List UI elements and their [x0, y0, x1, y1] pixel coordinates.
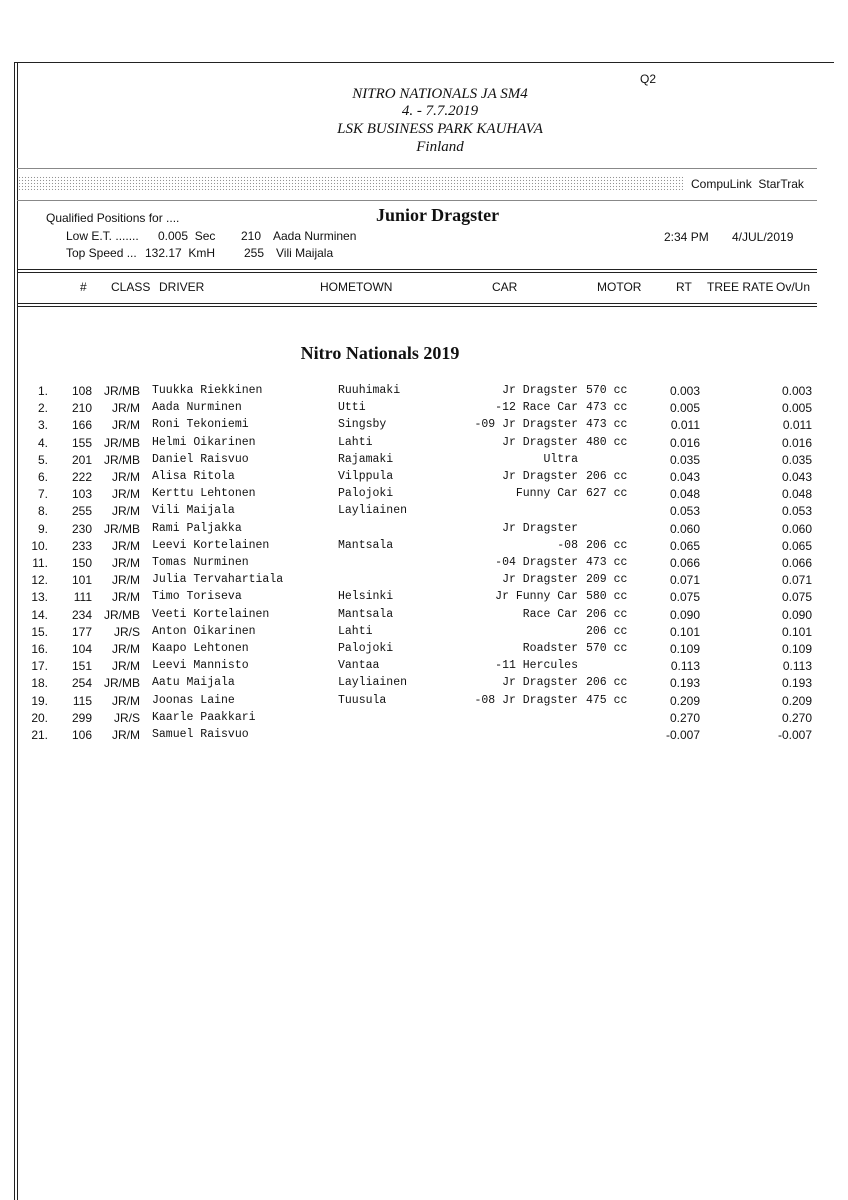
cell-class: JR/M [112, 590, 140, 605]
low-et-label: Low E.T. ....... [66, 229, 139, 243]
table-row [0, 694, 848, 711]
event-title: NITRO NATIONALS JA SM4 [352, 86, 528, 102]
cell-motor: 206 cc [586, 607, 628, 621]
table-row [0, 642, 848, 659]
cell-hometown: Rajamaki [338, 452, 394, 466]
cell-rt: 0.113 [670, 659, 700, 674]
cell-num: 150 [71, 556, 92, 570]
cell-hometown: Mantsala [338, 538, 394, 552]
cell-hometown: Singsby [338, 418, 387, 432]
cell-car: -04 Dragster [495, 556, 578, 569]
cell-class: JR/M [112, 504, 140, 519]
section-title: Nitro Nationals 2019 [300, 343, 460, 363]
col-header-num: # [80, 280, 87, 294]
cell-motor: 570 cc [586, 642, 628, 655]
cell-motor: 473 cc [586, 418, 628, 432]
cell-hometown: Vantaa [338, 659, 380, 673]
cell-ovun: 0.011 [782, 418, 812, 433]
cell-rt: 0.035 [669, 452, 700, 467]
cell-num: 299 [71, 710, 92, 725]
dotted-pattern-band [18, 176, 683, 190]
cell-pos: 13. [31, 590, 48, 605]
top-speed-label: Top Speed ... [66, 246, 137, 260]
cell-ovun: 0.065 [781, 538, 812, 553]
cell-driver: Timo Toriseva [152, 590, 242, 604]
low-et-value: 0.005 Sec [158, 229, 216, 243]
cell-class: JR/M [112, 418, 140, 433]
cell-car: Jr Dragster [502, 521, 578, 535]
cell-pos: 14. [31, 607, 48, 622]
cell-driver: Roni Tekoniemi [152, 418, 249, 432]
cell-car: Jr Dragster [502, 676, 578, 690]
cell-motor: 580 cc [586, 590, 628, 604]
cell-driver: Tomas Nurminen [152, 556, 249, 569]
cell-num: 166 [71, 418, 92, 433]
cell-class: JR/M [112, 573, 140, 588]
cell-driver: Kaapo Lehtonen [152, 642, 249, 655]
top-speed-driver: Vili Maijala [276, 246, 334, 260]
cell-num: 255 [71, 504, 92, 519]
cell-class: JR/M [112, 401, 140, 416]
cell-hometown: Layliainen [338, 504, 408, 518]
cell-ovun: 0.193 [781, 676, 812, 691]
cell-pos: 11. [32, 556, 48, 570]
cell-hometown: Ruuhimaki [338, 384, 401, 397]
cell-ovun: 0.043 [781, 470, 812, 484]
col-header-tree-rate: TREE RATE [707, 280, 774, 294]
cell-ovun: 0.075 [781, 590, 812, 605]
cell-car: -09 Jr Dragster [474, 418, 578, 432]
cell-driver: Aada Nurminen [152, 401, 242, 415]
cell-pos: 8. [37, 504, 48, 519]
cell-pos: 5. [37, 452, 48, 467]
cell-driver: Leevi Mannisto [152, 659, 249, 673]
cell-pos: 19. [31, 693, 48, 708]
cell-num: 177 [71, 624, 92, 639]
table-row [0, 384, 848, 401]
cell-rt: 0.270 [669, 710, 700, 725]
cell-num: 155 [71, 435, 92, 450]
cell-pos: 6. [37, 470, 48, 484]
cell-num: 106 [71, 728, 92, 742]
cell-car: Ultra [543, 452, 578, 466]
cell-rt: 0.090 [669, 607, 700, 622]
col-header-motor: MOTOR [597, 280, 642, 294]
table-row [0, 608, 848, 625]
column-header-separator-line [17, 303, 817, 304]
col-header-driver: DRIVER [159, 280, 205, 294]
cell-rt: 0.109 [669, 642, 700, 656]
cell-car: Jr Dragster [502, 384, 578, 397]
cell-car: Jr Funny Car [495, 590, 578, 604]
cell-pos: 16. [31, 642, 48, 656]
table-row [0, 453, 848, 470]
cell-class: JR/S [113, 624, 140, 639]
cell-hometown: Tuusula [338, 693, 387, 707]
cell-ovun: 0.071 [781, 573, 812, 588]
table-row [0, 676, 848, 693]
cell-rt: 0.003 [669, 384, 700, 398]
col-header-rt: RT [676, 280, 692, 294]
cell-ovun: 0.005 [781, 401, 812, 416]
event-dates: 4. - 7.7.2019 [401, 103, 479, 119]
cell-pos: 4. [37, 435, 48, 450]
cell-driver: Julia Tervahartiala [152, 573, 284, 587]
cell-pos: 9. [37, 521, 48, 536]
subheader-top-line [17, 200, 817, 201]
cell-num: 233 [71, 538, 92, 553]
cell-class: JR/M [112, 470, 140, 484]
table-row [0, 539, 848, 556]
cell-motor: 475 cc [586, 693, 628, 707]
table-row [0, 590, 848, 607]
cell-motor: 206 cc [586, 538, 628, 552]
cell-hometown: Utti [338, 401, 366, 415]
cell-ovun: 0.090 [781, 607, 812, 622]
cell-rt: 0.209 [669, 693, 700, 708]
cell-car: Roadster [522, 642, 578, 655]
cell-ovun: -0.007 [777, 728, 812, 742]
cell-num: 234 [71, 607, 92, 622]
cell-car: Race Car [522, 607, 578, 621]
cell-class: JR/MB [104, 452, 140, 467]
cell-rt: 0.066 [669, 556, 700, 570]
report-time: 2:34 PM [664, 230, 709, 244]
cell-rt: 0.193 [669, 676, 700, 691]
cell-rt: -0.007 [665, 728, 700, 742]
cell-pos: 1. [37, 384, 48, 398]
cell-rt: 0.065 [669, 538, 700, 553]
cell-num: 201 [71, 452, 92, 467]
cell-rt: 0.101 [669, 624, 700, 639]
table-row [0, 573, 848, 590]
cell-num: 108 [71, 384, 92, 398]
table-row [0, 418, 848, 435]
cell-num: 101 [71, 573, 92, 588]
cell-num: 254 [71, 676, 92, 691]
table-row [0, 436, 848, 453]
system-name: CompuLink StarTrak [691, 177, 804, 191]
cell-pos: 12. [31, 573, 48, 588]
cell-rt: 0.075 [669, 590, 700, 605]
cell-ovun: 0.048 [781, 487, 812, 502]
col-header-ovun: Ov/Un [776, 280, 811, 294]
table-row [0, 487, 848, 504]
cell-class: JR/MB [104, 607, 140, 622]
cell-rt: 0.053 [669, 504, 700, 519]
cell-car: -12 Race Car [495, 401, 578, 415]
table-row [0, 470, 848, 487]
cell-class: JR/M [112, 487, 140, 502]
cell-hometown: Vilppula [338, 470, 394, 483]
cell-driver: Vili Maijala [152, 504, 235, 518]
top-speed-num: 255 [244, 246, 265, 260]
cell-driver: Kerttu Lehtonen [152, 487, 256, 501]
cell-ovun: 0.003 [781, 384, 812, 398]
cell-car: -08 Jr Dragster [474, 693, 578, 707]
column-header-separator-line-2 [17, 306, 817, 307]
cell-class: JR/M [112, 556, 140, 570]
cell-ovun: 0.016 [781, 435, 812, 450]
q-label: Q2 [640, 72, 657, 86]
cell-hometown: Lahti [338, 624, 373, 638]
cell-driver: Daniel Raisvuo [152, 452, 249, 466]
cell-motor: 480 cc [586, 435, 628, 449]
cell-class: JR/M [112, 538, 140, 553]
cell-driver: Joonas Laine [152, 693, 235, 707]
table-row [0, 625, 848, 642]
class-title: Junior Dragster [376, 205, 500, 225]
cell-motor: 206 cc [586, 676, 628, 690]
cell-car: Jr Dragster [502, 435, 578, 449]
cell-hometown: Palojoki [338, 642, 394, 655]
low-et-driver: Aada Nurminen [273, 229, 357, 243]
cell-rt: 0.071 [669, 573, 700, 588]
cell-num: 230 [71, 521, 92, 536]
cell-driver: Leevi Kortelainen [152, 538, 270, 552]
cell-pos: 7. [37, 487, 48, 502]
qualified-label: Qualified Positions for .... [46, 211, 180, 225]
cell-ovun: 0.113 [782, 659, 812, 674]
cell-rt: 0.048 [669, 487, 700, 502]
cell-ovun: 0.053 [781, 504, 812, 519]
cell-num: 104 [71, 642, 92, 656]
top-border-line [14, 62, 834, 63]
cell-pos: 3. [37, 418, 48, 433]
cell-rt: 0.011 [670, 418, 700, 433]
cell-pos: 21. [31, 728, 48, 742]
cell-rt: 0.043 [669, 470, 700, 484]
table-row [0, 659, 848, 676]
cell-class: JR/M [112, 642, 140, 656]
cell-ovun: 0.066 [781, 556, 812, 570]
qualifying-separator-line-2 [17, 272, 817, 273]
cell-driver: Aatu Maijala [152, 676, 235, 690]
cell-pos: 10. [31, 538, 48, 553]
cell-ovun: 0.270 [781, 710, 812, 725]
cell-motor: 206 cc [586, 624, 628, 638]
table-row [0, 522, 848, 539]
cell-num: 115 [72, 693, 92, 708]
header-separator-line [17, 168, 817, 169]
cell-motor: 473 cc [586, 556, 628, 569]
cell-car: Jr Dragster [502, 573, 578, 587]
report-date: 4/JUL/2019 [732, 230, 794, 244]
col-header-car: CAR [492, 280, 518, 294]
cell-ovun: 0.109 [781, 642, 812, 656]
cell-pos: 2. [37, 401, 48, 416]
cell-class: JR/MB [104, 384, 140, 398]
cell-ovun: 0.060 [781, 521, 812, 536]
cell-motor: 627 cc [586, 487, 628, 501]
cell-rt: 0.016 [669, 435, 700, 450]
cell-driver: Samuel Raisvuo [152, 728, 249, 741]
cell-class: JR/S [113, 710, 140, 725]
cell-hometown: Layliainen [338, 676, 408, 690]
cell-rt: 0.005 [669, 401, 700, 416]
cell-motor: 473 cc [586, 401, 628, 415]
cell-class: JR/MB [104, 435, 140, 450]
cell-ovun: 0.209 [781, 693, 812, 708]
event-country: Finland [416, 139, 464, 155]
top-speed-value: 132.17 KmH [145, 246, 216, 260]
col-header-hometown: HOMETOWN [320, 280, 393, 294]
cell-pos: 18. [31, 676, 48, 691]
cell-class: JR/M [112, 728, 140, 742]
cell-driver: Anton Oikarinen [152, 624, 256, 638]
cell-class: JR/MB [104, 521, 140, 536]
col-header-class: CLASS [111, 280, 151, 294]
cell-hometown: Palojoki [338, 487, 394, 501]
table-row [0, 711, 848, 728]
cell-class: JR/M [112, 659, 140, 674]
cell-driver: Tuukka Riekkinen [152, 384, 263, 397]
cell-driver: Helmi Oikarinen [152, 435, 256, 449]
cell-hometown: Helsinki [338, 590, 394, 604]
cell-num: 210 [71, 401, 92, 416]
cell-pos: 20. [31, 710, 48, 725]
cell-car: Jr Dragster [502, 470, 578, 483]
cell-pos: 15. [31, 624, 48, 639]
cell-rt: 0.060 [669, 521, 700, 536]
cell-ovun: 0.035 [781, 452, 812, 467]
cell-ovun: 0.101 [781, 624, 812, 639]
cell-hometown: Lahti [338, 435, 373, 449]
cell-driver: Kaarle Paakkari [152, 710, 256, 724]
cell-num: 151 [71, 659, 92, 674]
cell-class: JR/MB [104, 676, 140, 691]
cell-num: 222 [71, 470, 92, 484]
cell-class: JR/M [112, 693, 140, 708]
cell-car: -08 [557, 538, 578, 552]
cell-motor: 209 cc [586, 573, 628, 587]
event-venue: LSK BUSINESS PARK KAUHAVA [337, 121, 543, 137]
cell-driver: Rami Paljakka [152, 521, 242, 535]
cell-motor: 206 cc [586, 470, 628, 483]
table-row [0, 504, 848, 521]
cell-driver: Veeti Kortelainen [152, 607, 270, 621]
cell-num: 103 [71, 487, 92, 502]
cell-hometown: Mantsala [338, 607, 394, 621]
cell-car: -11 Hercules [495, 659, 578, 673]
cell-car: Funny Car [515, 487, 578, 501]
cell-driver: Alisa Ritola [152, 470, 235, 483]
low-et-num: 210 [241, 229, 262, 243]
cell-pos: 17. [31, 659, 48, 674]
cell-motor: 570 cc [586, 384, 628, 397]
table-row [0, 556, 848, 573]
cell-num: 111 [73, 590, 92, 605]
qualifying-separator-line [17, 269, 817, 270]
table-row [0, 728, 848, 745]
table-row [0, 401, 848, 418]
